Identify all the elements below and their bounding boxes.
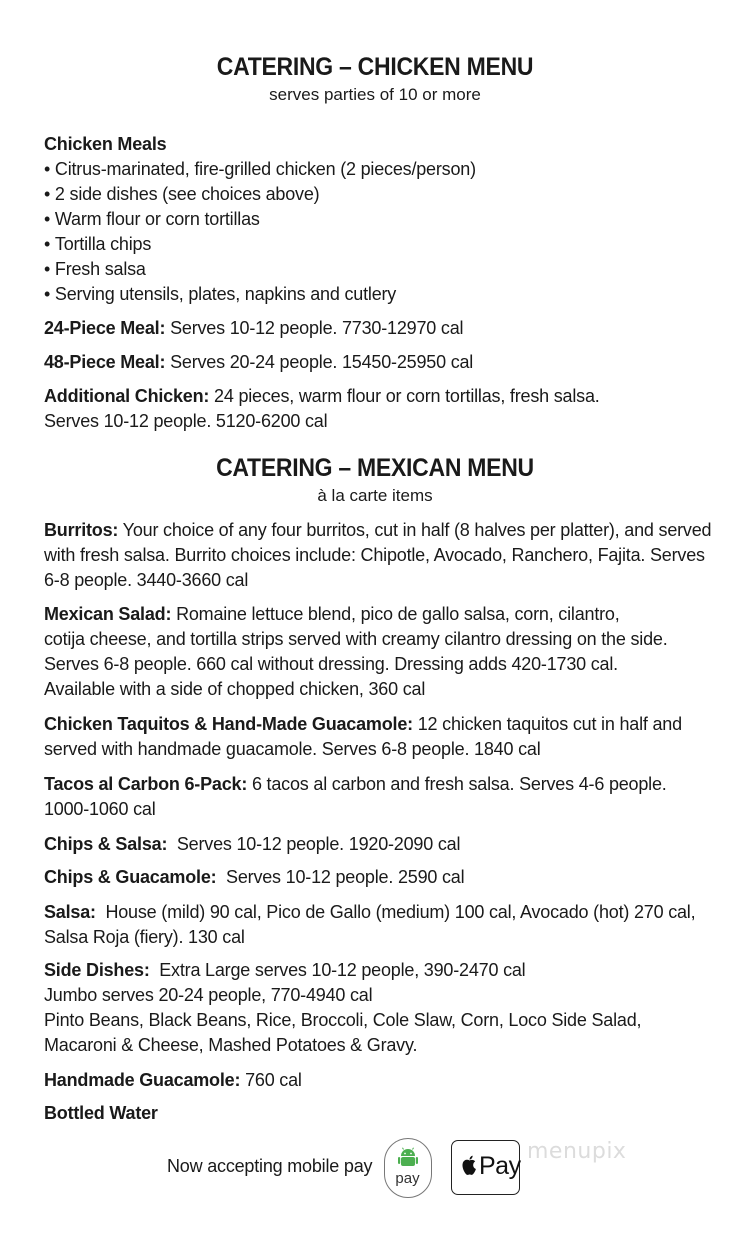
item-name: Chips & Guacamole: [44,867,217,887]
chicken-meals-list [44,157,724,307]
item-desc: Serves 10-12 people. 7730-12970 cal [165,318,464,338]
item-name: 48-Piece Meal: [44,352,166,372]
item-name: Side Dishes: [44,960,150,980]
apple-icon [461,1155,478,1176]
item-desc: Your choice of any four burritos, cut in half (8 halves per platter), and served [118,520,712,540]
item-desc: 12 chicken taquitos cut in half and [412,714,682,734]
list-item: • Serving utensils, plates, napkins and cutlery [44,282,724,307]
item-name: Mexican Salad: [44,604,172,624]
android-pay-badge [384,1138,432,1198]
chicken-menu-subtitle: serves parties of 10 or more [269,85,481,104]
list-item: • Tortilla chips [44,232,724,257]
list-item: • Warm flour or corn tortillas [44,207,724,232]
android-icon [397,1147,419,1169]
menu-item-tacos [44,772,724,822]
mexican-menu-subtitle: à la carte items [317,486,433,505]
mobile-pay-label: Now accepting mobile pay [167,1156,373,1176]
item-name: Additional Chicken: [44,386,210,406]
item-desc: Serves 10-12 people. 5120-6200 cal [44,411,328,431]
mexican-menu-title: CATERING – MEXICAN MENU [216,454,534,482]
item-name: Salsa: [44,902,96,922]
item-desc: 6 tacos al carbon and fresh salsa. Serves 4-6 people. [247,774,667,794]
menu-item-salsa [44,900,724,950]
menu-item-additional-chicken [44,384,724,434]
android-pay-text: pay [395,1170,420,1187]
item-name: Chips & Salsa: [44,834,168,854]
chicken-meals-heading: Chicken Meals [44,134,167,154]
item-desc: Romaine lettuce blend, pico de gallo salsa, corn, cilantro, [171,604,620,624]
item-desc: Available with a side of chopped chicken, 360 cal [44,679,426,699]
list-item: • 2 side dishes (see choices above) [44,182,724,207]
menu-item-burritos [44,518,724,593]
item-desc: Serves 10-12 people. 1920-2090 cal [167,834,461,854]
item-desc: with fresh salsa. Burrito choices include: Chipotle, Avocado, Ranchero, Fajita. Serves [44,545,705,565]
item-name: Tacos al Carbon 6-Pack: [44,774,248,794]
item-desc: served with handmade guacamole. Serves 6-8 people. 1840 cal [44,739,541,759]
menu-item-guacamole [44,1068,724,1093]
apple-pay-text: Pay [479,1152,521,1180]
menu-item-chips-salsa [44,832,724,857]
list-item: • Fresh salsa [44,257,724,282]
menu-item-side-dishes [44,958,724,1058]
item-name: Burritos: [44,520,119,540]
menu-item-48-piece [44,350,724,375]
item-desc: House (mild) 90 cal, Pico de Gallo (medium) 100 cal, Avocado (hot) 270 cal, [95,902,696,922]
item-desc: Macaroni & Cheese, Mashed Potatoes & Gravy. [44,1035,418,1055]
item-desc: 1000-1060 cal [44,799,156,819]
item-desc: 6-8 people. 3440-3660 cal [44,570,249,590]
menu-item-chips-guacamole [44,865,724,890]
menu-item-bottled-water: Bottled Water [44,1103,158,1123]
list-item: • Citrus-marinated, fire-grilled chicken (2 pieces/person) [44,157,724,182]
item-desc: Serves 20-24 people. 15450-25950 cal [165,352,474,372]
item-desc: Jumbo serves 20-24 people, 770-4940 cal [44,985,373,1005]
item-desc: 24 pieces, warm flour or corn tortillas, fresh salsa. [209,386,600,406]
item-desc: Salsa Roja (fiery). 130 cal [44,927,245,947]
menu-item-mexican-salad [44,602,724,702]
item-desc: Serves 10-12 people. 2590 cal [216,867,465,887]
chicken-menu-title: CATERING – CHICKEN MENU [216,53,534,81]
item-desc: Extra Large serves 10-12 people, 390-2470 cal [149,960,526,980]
watermark: menupix [527,1139,627,1164]
item-desc: cotija cheese, and tortilla strips served with creamy cilantro dressing on the side. [44,629,668,649]
item-desc: Serves 6-8 people. 660 cal without dressing. Dressing adds 420-1730 cal. [44,654,618,674]
apple-pay-badge [451,1140,520,1195]
item-name: Handmade Guacamole: [44,1070,241,1090]
item-desc: Pinto Beans, Black Beans, Rice, Broccoli, Cole Slaw, Corn, Loco Side Salad, [44,1010,642,1030]
menu-item-taquitos [44,712,724,762]
item-name: Chicken Taquitos & Hand-Made Guacamole: [44,714,413,734]
item-desc: 760 cal [240,1070,302,1090]
item-name: 24-Piece Meal: [44,318,166,338]
menu-item-24-piece [44,316,724,341]
